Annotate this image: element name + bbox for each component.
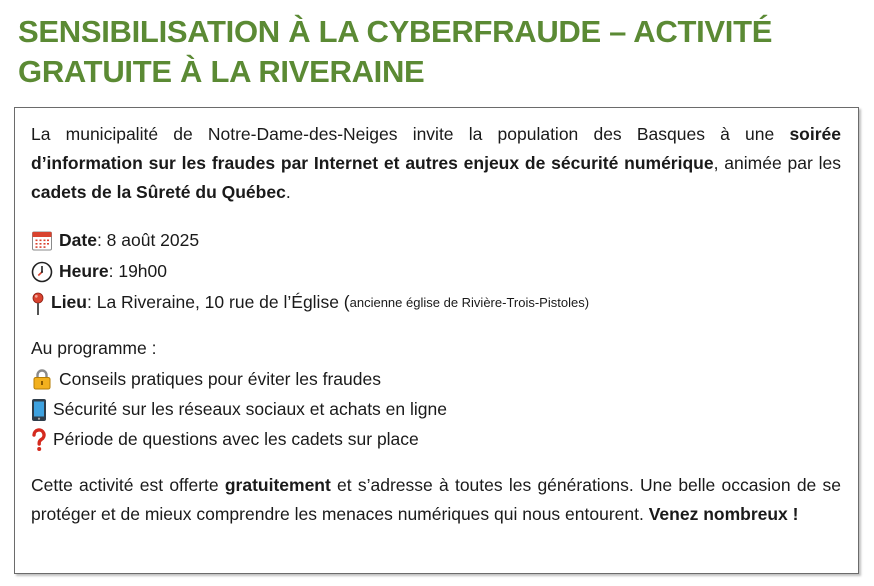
title-line-2: GRATUITE À LA RIVERAINE xyxy=(18,54,425,89)
program-item xyxy=(31,424,841,454)
place-label: Lieu xyxy=(51,292,87,312)
program-item-text: Conseils pratiques pour éviter les fraudes xyxy=(59,368,381,389)
intro-paragraph xyxy=(31,120,841,207)
outro-text-1: Cette activité est offerte xyxy=(31,475,225,495)
program-item-text: Période de questions avec les cadets sur place xyxy=(53,428,419,449)
program-item xyxy=(31,364,841,394)
calendar-icon xyxy=(31,230,53,252)
lock-icon xyxy=(31,368,53,390)
intro-text-3: . xyxy=(285,182,291,202)
program-item xyxy=(31,394,841,424)
closing-paragraph xyxy=(31,471,841,529)
intro-bold-2: cadets de la Sûreté du Québec xyxy=(31,182,286,202)
info-box xyxy=(14,107,859,574)
info-content xyxy=(31,118,841,529)
place-row xyxy=(31,287,841,318)
date-label: Date xyxy=(59,230,97,250)
intro-bold-1: soirée d’information sur les fraudes par Internet et autres enjeux de sécurité numérique xyxy=(31,124,841,173)
program-heading: Au programme : xyxy=(31,338,157,358)
intro-text-2: , animée par les xyxy=(713,153,841,173)
time-row xyxy=(31,256,841,287)
program-item-text: Sécurité sur les réseaux sociaux et achats en ligne xyxy=(53,398,447,419)
pushpin-icon xyxy=(31,292,45,314)
intro-text-1: La municipalité de Notre-Dame-des-Neiges invite la population des Basques à une xyxy=(31,124,790,144)
clock-icon xyxy=(31,261,53,283)
mobile-phone-icon xyxy=(31,398,47,420)
outro-bold-2: Venez nombreux ! xyxy=(648,504,799,524)
title-line-1: SENSIBILISATION À LA CYBERFRAUDE – ACTIVITÉ xyxy=(18,14,773,49)
event-details xyxy=(31,225,841,318)
program-section xyxy=(31,334,841,454)
place-value: : La Riveraine, 10 rue de l’Église ( xyxy=(86,292,350,312)
date-value: : 8 août 2025 xyxy=(96,230,200,250)
page-title xyxy=(18,12,858,92)
time-value: : 19h00 xyxy=(108,261,167,281)
place-note: ancienne église de Rivière-Trois-Pistoles) xyxy=(349,295,590,310)
time-label: Heure xyxy=(59,261,109,281)
outro-bold-1: gratuitement xyxy=(224,475,331,495)
date-row xyxy=(31,225,841,256)
outro-text-2: et s’adresse à toutes les générations. Une belle occasion de se protéger et de mieux comprendre les menaces numériques qui nous entourent. xyxy=(31,475,841,524)
question-mark-icon xyxy=(31,428,47,450)
